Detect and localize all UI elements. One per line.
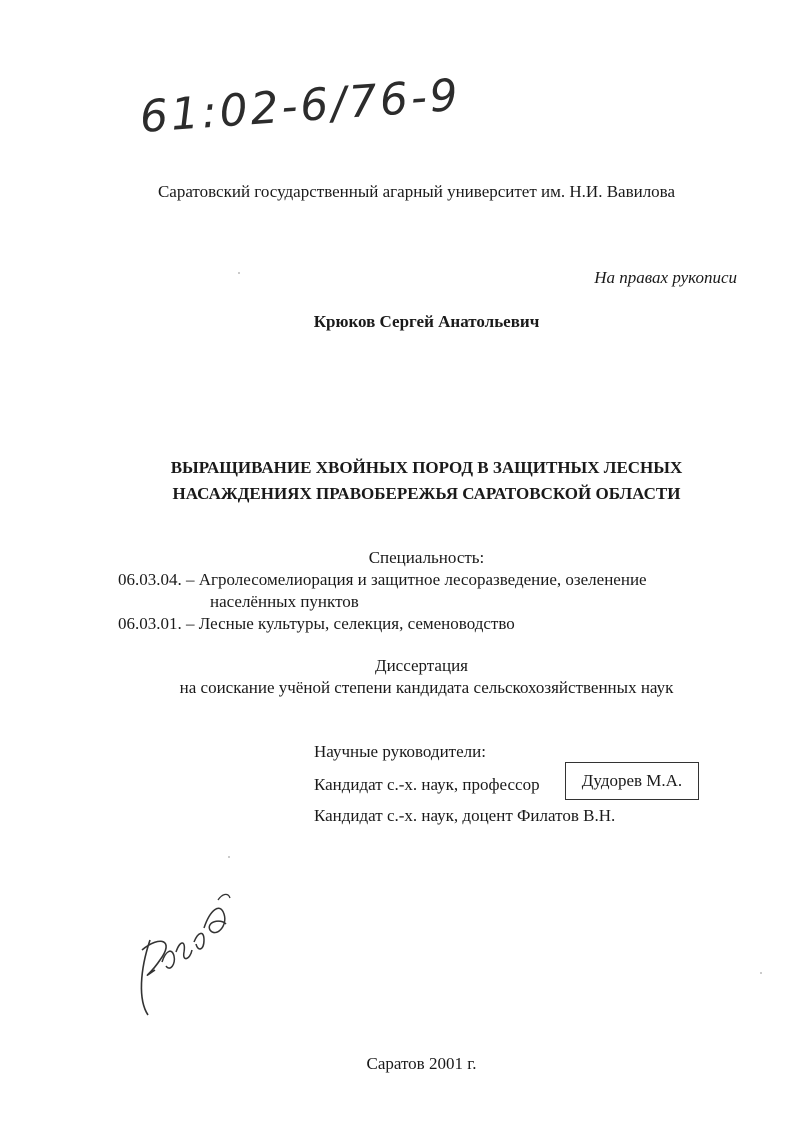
supervisor-1-name-box (565, 762, 699, 800)
supervisor-1-name: Дудорев М.А. (581, 771, 683, 790)
archive-code-handwritten: 61:02-6/76-9 (138, 69, 463, 143)
scan-speck (760, 972, 762, 974)
scan-speck (228, 856, 230, 858)
specialty-item-1-continuation: населённых пунктов (210, 592, 359, 611)
dissertation-type: Диссертация (374, 656, 468, 675)
supervisor-2: Кандидат с.-х. наук, доцент Филатов В.Н. (314, 806, 616, 825)
supervisors-heading: Научные руководители: (314, 742, 486, 761)
city-and-year: Саратов 2001 г. (366, 1054, 477, 1073)
scan-speck (238, 272, 240, 274)
dissertation-purpose: на соискание учёной степени кандидата сельскохозяйственных наук (179, 678, 674, 697)
university-name: Саратовский государственный агарный университет им. Н.И. Вавилова (157, 182, 676, 201)
specialty-item-2: 06.03.01. – Лесные культуры, селекция, семеноводство (118, 614, 515, 633)
specialty-item-1: 06.03.04. – Агролесомелиорация и защитное лесоразведение, озеленение (118, 570, 647, 589)
supervisor-1-title: Кандидат с.-х. наук, профессор (314, 775, 540, 794)
thesis-title-line-1: ВЫРАЩИВАНИЕ ХВОЙНЫХ ПОРОД В ЗАЩИТНЫХ ЛЕСНЫХ (170, 458, 683, 477)
specialty-heading: Специальность: (368, 548, 485, 567)
manuscript-rights-note: На правах рукописи (594, 268, 737, 287)
thesis-title-line-2: НАСАЖДЕНИЯХ ПРАВОБЕРЕЖЬЯ САРАТОВСКОЙ ОБЛАСТИ (172, 484, 681, 503)
author-name: Крюков Сергей Анатольевич (313, 312, 540, 331)
author-signature (120, 880, 240, 1020)
